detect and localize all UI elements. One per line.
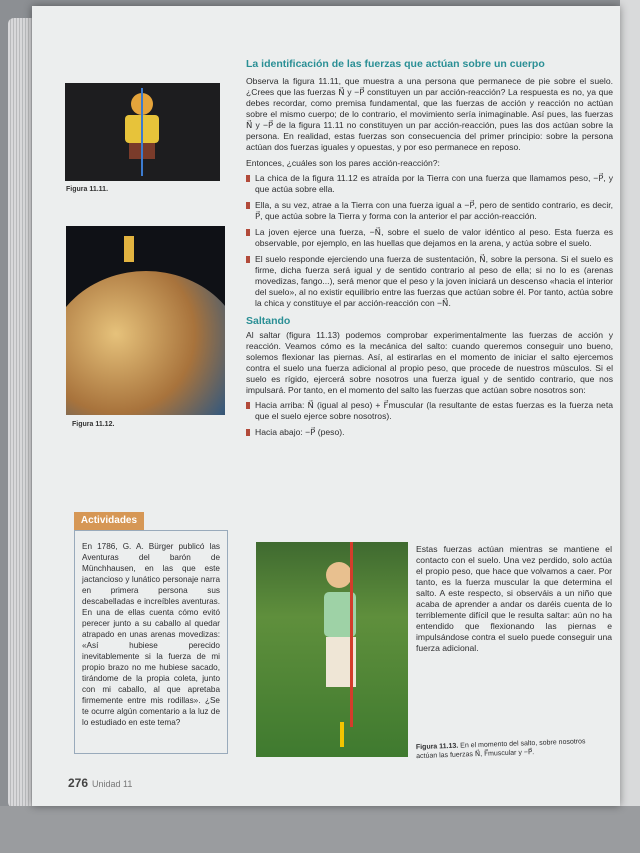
bullet-item: Hacia arriba: N⃗ (igual al peso) + F⃗muscular (la resultante de estas fuerzas es la fuerza neta que el suelo ejerce sobre nosotros). bbox=[246, 400, 613, 422]
question-text: Entonces, ¿cuáles son los pares acción-reacción?: bbox=[246, 158, 440, 168]
figure-11-12-caption: Figura 11.12. bbox=[72, 421, 115, 428]
saltando-paragraph: Al saltar (figura 11.13) podemos comprobar experimentalmente las fuerzas de acción y reacción. Veamos cómo es la mecánica del salto: cuando queremos conseguir uno bueno, solemos flexionar las piernas. Así, al estirarlas en el momento de iniciar el salto ejercemos contra el suelo una fuerza adicional al propio peso, que procede de nuestros músculos. Si el suelo es rígido, ejercerá sobre nosotros una fuerza igual y de sentido contrario, que nos impulsará. Por tanto, en el momento del salto las fuerzas que actúan sobre nosotros son: bbox=[246, 330, 613, 395]
intro-paragraph: Observa la figura 11.11, que muestra a una persona que permanece de pie sobre el suelo. ¿Crees que las fuerzas N⃗ y −P⃗ constituyen un par acción-reacción? La respuesta es no, ya que debes recordar, como premisa fundamental, que las fuerzas de acción y reacción no actúan sobre el mismo cuerpo; de lo contrario, el movimiento sería inimaginable. Así pues, las fuerzas N⃗ y −P⃗ de la figura 11.11 no constituyen un par acción-reacción, pues las dos actúan sobre la persona. En realidad, estas fuerzas son consecuencia del primer principio: sobre la persona actúan dos fuerzas iguales y opuestas, y por eso permanece en reposo. bbox=[246, 76, 613, 152]
figure-11-13-image bbox=[256, 542, 408, 757]
figure-11-11-image bbox=[65, 83, 220, 181]
side-paragraph: Estas fuerzas actúan mientras se mantiene el contacto con el suelo. Una vez perdido, solo actúa el propio peso, que hace que volvamos a caer. Por tanto, es la fuerza muscular la que determina el salto. A este respecto, si observáis a un niño que acaba de aprender a andar os daréis cuenta de lo terriblemente difícil que le resulta saltar: aún no ha entendido que flexionando las piernas e impulsándose contra el suelo puede conseguir una fuerza adicional. bbox=[416, 544, 612, 653]
saltando-heading: Saltando bbox=[246, 315, 291, 327]
bullet-item: La chica de la figura 11.12 es atraída por la Tierra con una fuerza que llamamos peso, −P⃗, y que actúa sobre ella. bbox=[246, 173, 613, 195]
unit-label: Unidad 11 bbox=[92, 779, 133, 789]
page-number: 276 bbox=[68, 776, 89, 790]
section-heading: La identificación de las fuerzas que actúan sobre un cuerpo bbox=[246, 58, 545, 70]
facing-page bbox=[620, 0, 640, 853]
main-column bbox=[246, 76, 613, 443]
page-footer bbox=[68, 776, 132, 790]
figure-11-11-caption: Figura 11.11. bbox=[66, 186, 109, 193]
figure-11-13-caption-text: En el momento del salto, sobre nosotros actúan las fuerzas N⃗, F⃗muscular y −P⃗. bbox=[416, 738, 586, 761]
bullet-item: La joven ejerce una fuerza, −N⃗, sobre el suelo de valor idéntico al peso. Esta fuerza es observable, por ejemplo, en las huellas que dejamos en la arena, y actúa sobre el suelo. bbox=[246, 227, 613, 249]
table-surface bbox=[0, 806, 640, 853]
activities-text: En 1786, G. A. Bürger publicó las Aventuras del barón de Münchhausen, en las que este jactancioso y lunático personaje narra en primera persona sus descabelladas e increíbles aventuras. En una de ellas cuenta cómo evitó perecer junto a su caballo al quedar atrapado en unas arenas movedizas: «Así hubiese perecido inevitablemente si la fuerza de mi propio brazo no me hubiese sacado, tirándome de la propia coleta, junto con mi caballo, al que apretaba firmemente entre mis rodillas». ¿Se te ocurre algún comentario a la luz de lo estudiado en este tema? bbox=[82, 542, 220, 727]
activities-box bbox=[74, 530, 228, 754]
figure-11-12-image bbox=[66, 226, 225, 415]
figure-11-13-caption-label: Figura 11.13. bbox=[415, 742, 459, 752]
bullet-item: Hacia abajo: −P⃗ (peso). bbox=[246, 427, 613, 438]
bullet-item: El suelo responde ejerciendo una fuerza de sustentación, N⃗, sobre la persona. Si el suelo es firme, dicha fuerza será igual y de sentido contrario al peso de ella; si no lo es (arenas movedizas, fango...), será menor que el peso y la joven iniciará un descenso «hacia el interior del suelo», al no existir equilibrio entre las fuerzas que actúan sobre él. Por tanto, actúa sobre la chica y constituye el par acción-reacción con −N⃗. bbox=[246, 254, 613, 309]
activities-title: Actividades bbox=[74, 512, 144, 530]
bullet-item: Ella, a su vez, atrae a la Tierra con una fuerza igual a −P⃗, pero de sentido contrario, es decir, P⃗, que actúa sobre la Tierra y forma con la anterior el par acción-reacción. bbox=[246, 200, 613, 222]
